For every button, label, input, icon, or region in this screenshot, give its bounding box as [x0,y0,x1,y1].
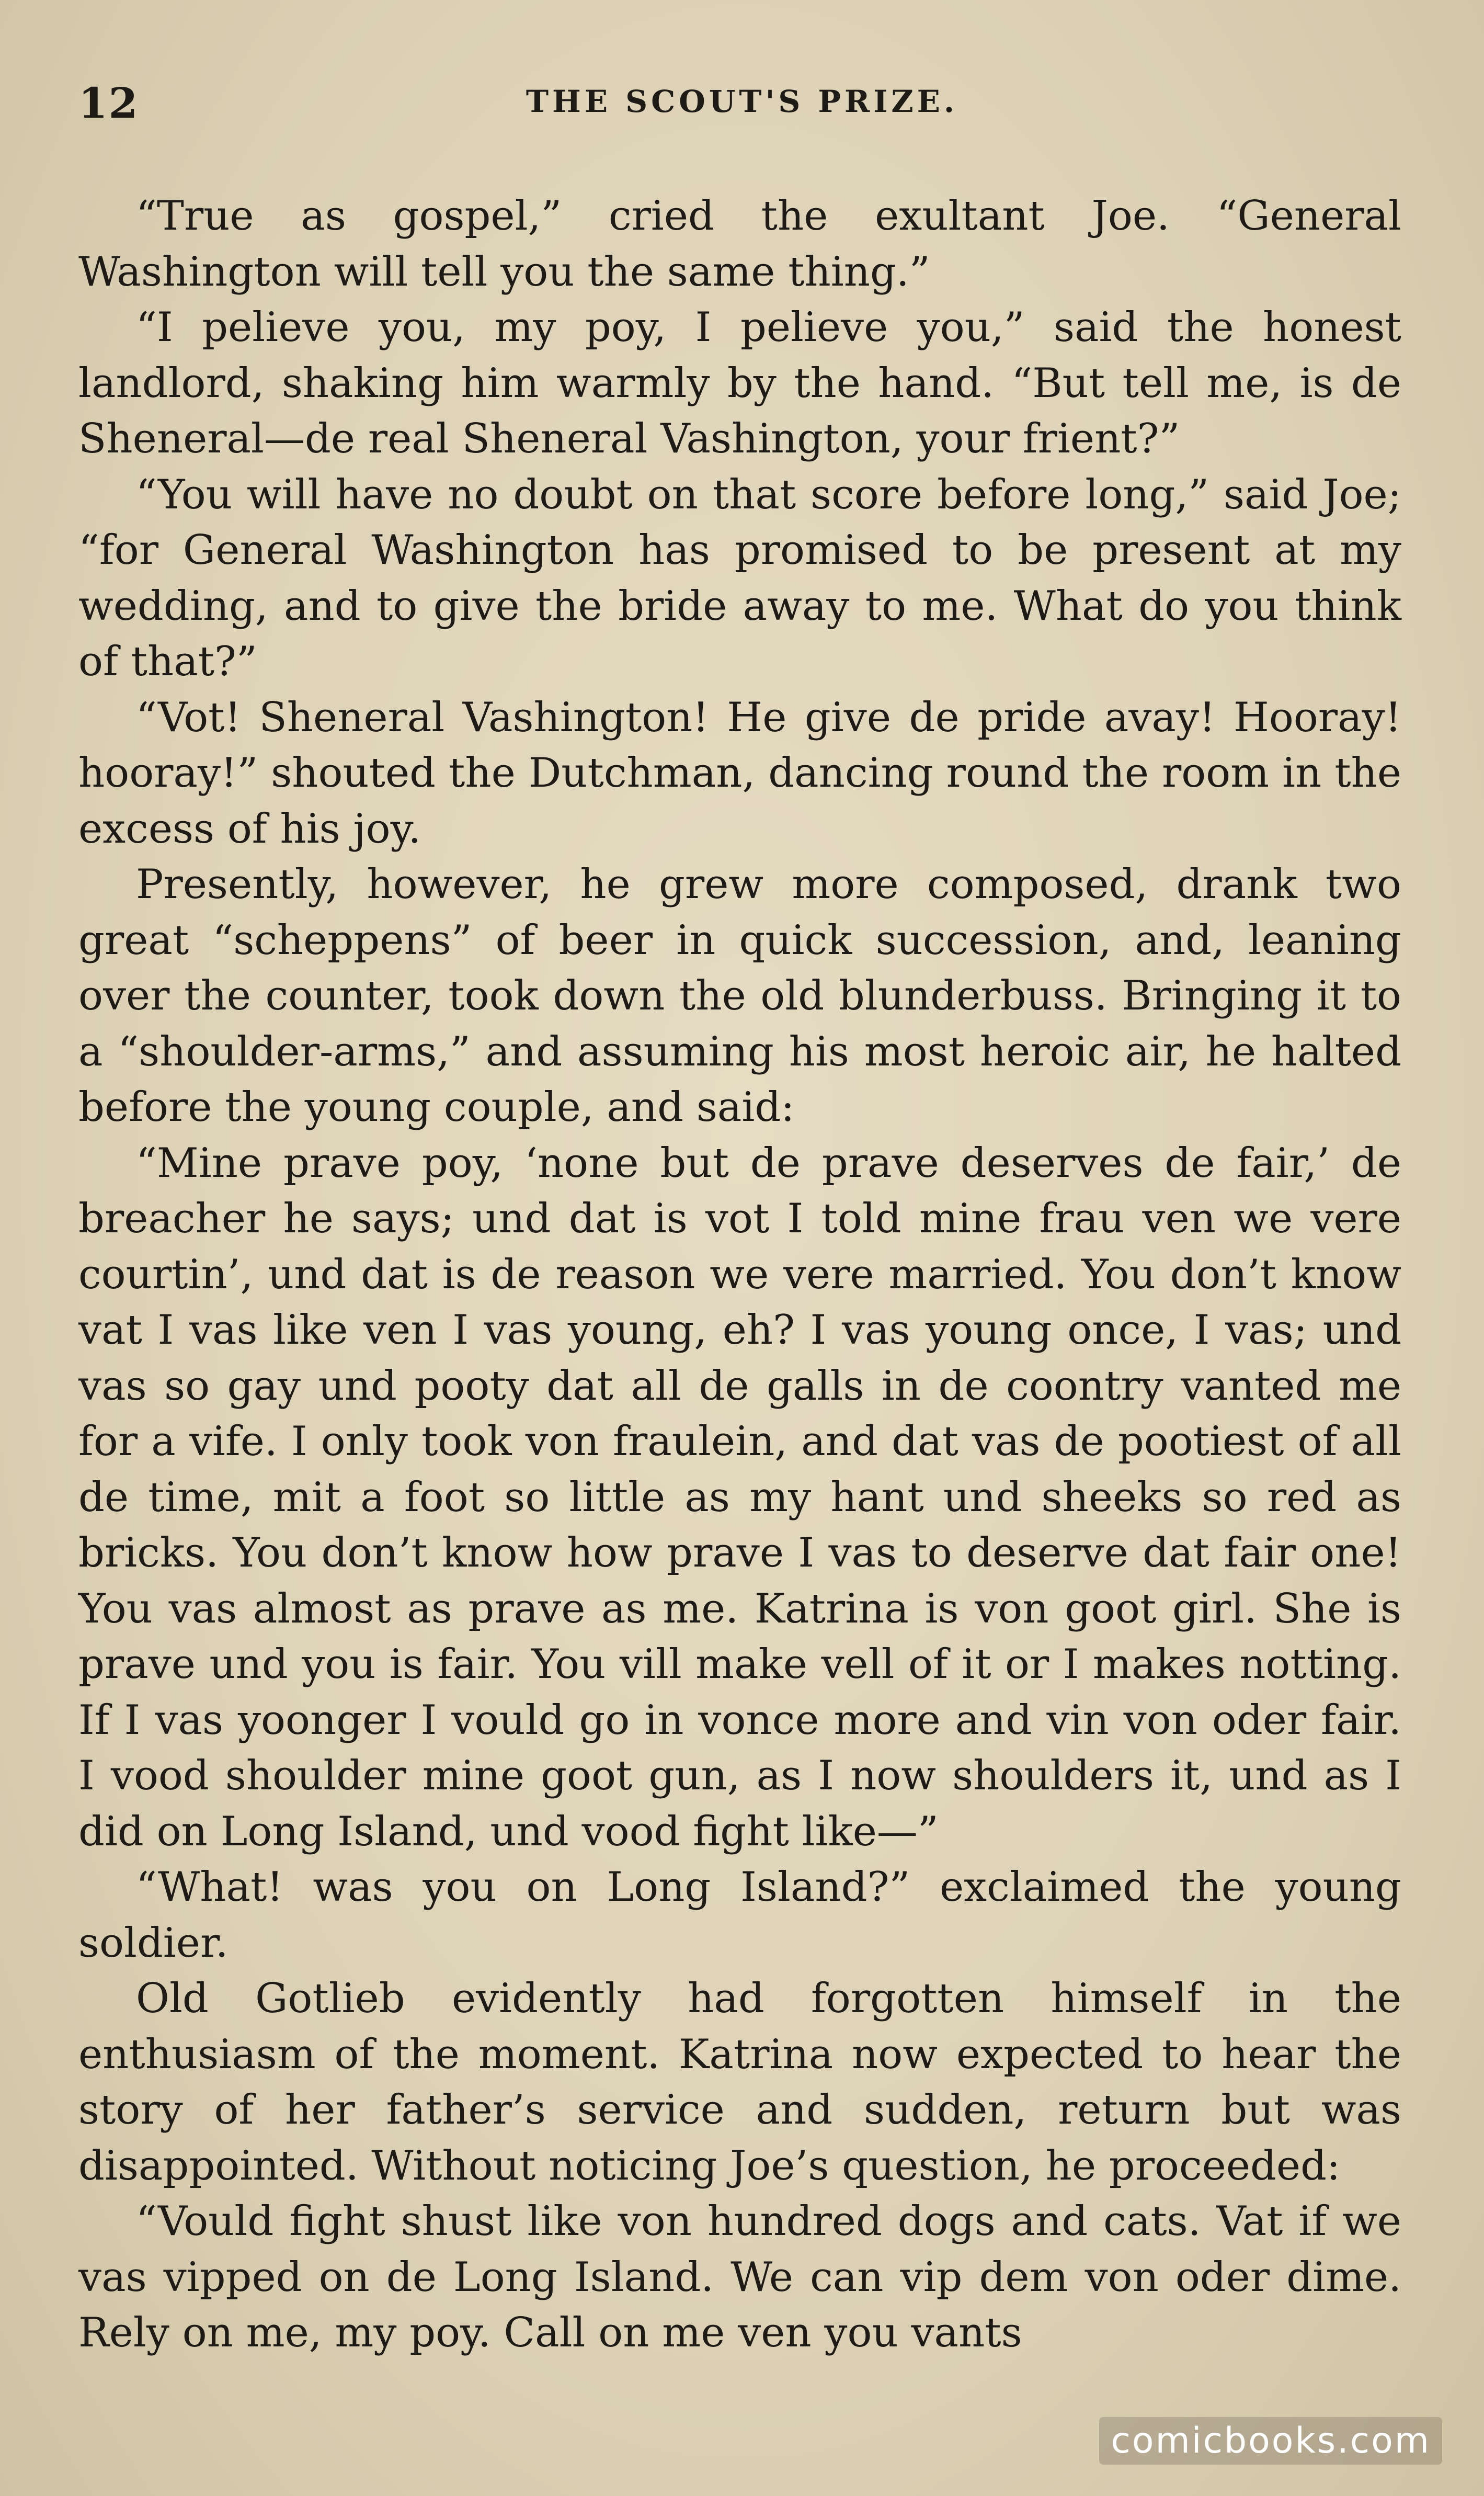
paragraph: “I pelieve you, my poy, I pelieve you,” said the honest landlord, shaking him warmly by the hand. “But tell me, is de Sheneral—de real Sheneral Vashington, your frient?” [78,304,1401,462]
running-head: THE SCOUT'S PRIZE. [526,84,958,119]
paragraph: “What! was you on Long Island?” exclaimed the young soldier. [78,1864,1401,1967]
paragraph: “Mine prave poy, ‘none but de prave deserves de fair,’ de breacher he says; und dat is vot I told mine frau ven we vere courtin’, und dat is de reason we vere married. You don’t know vat I vas like ven I vas young, eh? I vas young once, I vas; und vas so gay und pooty dat all de galls in de coontry vanted me for a vife. I only took von fraulein, and dat vas de pootiest of all de time, mit a foot so little as my hant und sheeks so red as bricks. You don’t know how prave I vas to deserve dat fair one! You vas almost as prave as me. Katrina is von goot girl. She is prave und you is fair. You vill make vell of it or I makes notting. If I vas yoonger I vould go in vonce more and vin von oder fair. I vood shoulder mine goot gun, as I now shoulders it, und as I did on Long Island, und vood fight like—” [78,1139,1401,1855]
watermark: comicbooks.com [1099,2417,1442,2465]
page-number: 12 [78,78,139,128]
body-text [78,188,1401,2361]
paragraph: “Vould fight shust like von hundred dogs and cats. Vat if we vas vipped on de Long Island. We can vip dem von oder dime. Rely on me, my poy. Call on me ven you vants [78,2198,1401,2356]
paragraph: Presently, however, he grew more composed, drank two great “scheppens” of beer in quick succession, and, leaning over the counter, took down the old blunderbuss. Bringing it to a “shoulder-arms,” and assuming his most heroic air, he halted before the young couple, and said: [78,861,1401,1131]
paragraph: Old Gotlieb evidently had forgotten himself in the enthusiasm of the moment. Katrina now expected to hear the story of her father’s service and sudden, return but was disappointed. Without noticing Joe’s question, he proceeded: [78,1975,1401,2189]
paragraph: “Vot! Sheneral Vashington! He give de pride avay! Hooray! hooray!” shouted the Dutchman, dancing round the room in the excess of his joy. [78,694,1401,853]
paragraph: “True as gospel,” cried the exultant Joe. “General Washington will tell you the same thing.” [78,192,1401,296]
page-header [78,78,1406,136]
paragraph: “You will have no doubt on that score before long,” said Joe; “for General Washington has promised to be present at my wedding, and to give the bride away to me. What do you think of that?” [78,471,1401,685]
